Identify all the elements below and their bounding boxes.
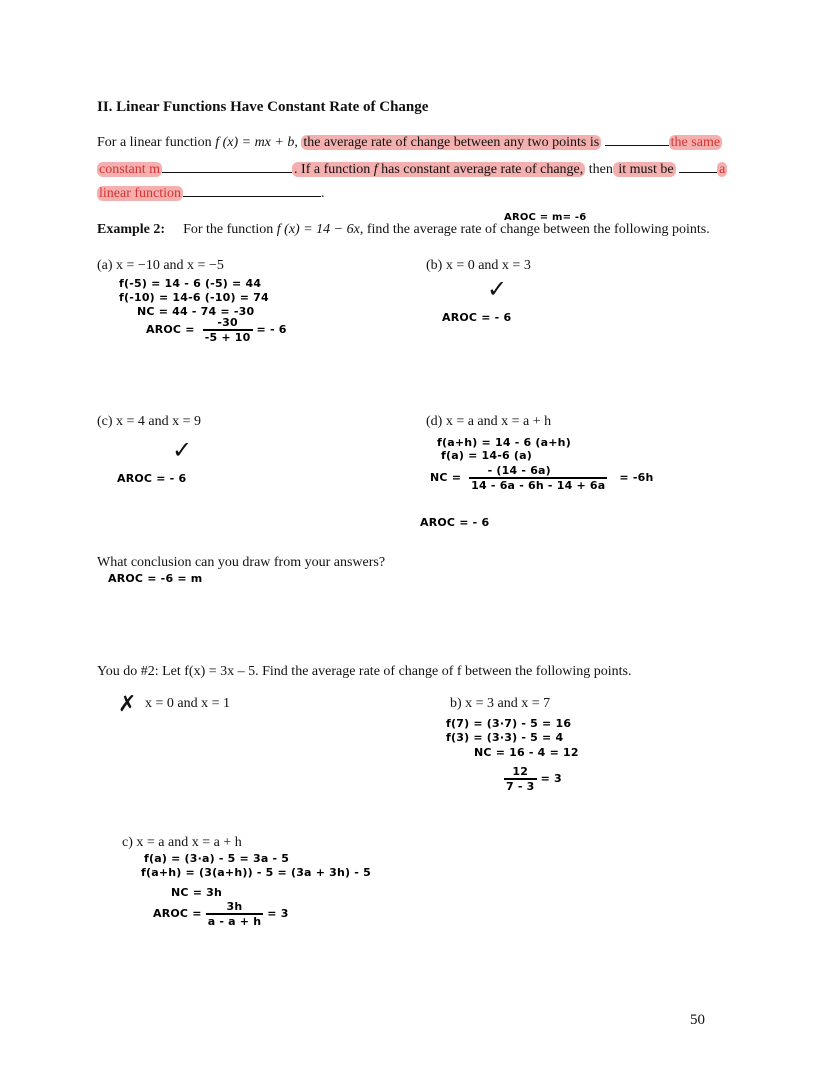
you-do-c-label: c) x = a and x = a + h bbox=[122, 835, 242, 850]
you-do-b-work-1: f(7) = (3·7) - 5 = 16 bbox=[446, 717, 572, 730]
you-do-c-fraction bbox=[206, 900, 264, 928]
you-do-c-nc: NC = 3h bbox=[171, 886, 223, 899]
part-c-checkmark: ✓ bbox=[172, 438, 193, 464]
part-d-numerator: - (14 - 6a) bbox=[469, 464, 607, 479]
part-c-aroc: AROC = - 6 bbox=[117, 472, 187, 485]
part-d-work-2: f(a) = 14-6 (a) bbox=[441, 449, 532, 462]
you-do-prompt: You do #2: Let f(x) = 3x – 5. Find the average rate of change of f between the following points. bbox=[97, 664, 632, 679]
part-b-aroc: AROC = - 6 bbox=[442, 311, 512, 324]
part-a-work-3: NC = 44 - 74 = -30 bbox=[137, 305, 255, 318]
you-do-c-numerator: 3h bbox=[206, 900, 264, 915]
you-do-c-work-2: f(a+h) = (3(a+h)) - 5 = (3a + 3h) - 5 bbox=[141, 866, 371, 879]
definition-period: . bbox=[321, 186, 325, 201]
condition-text-a: . If a function bbox=[294, 162, 374, 177]
you-do-a-cross-mark: ✗ bbox=[118, 691, 137, 716]
you-do-b-label: b) x = 3 and x = 7 bbox=[450, 696, 551, 711]
answer-constant-m: constant m bbox=[99, 162, 161, 177]
part-b-checkmark: ✓ bbox=[487, 277, 508, 303]
part-d-aroc: AROC = - 6 bbox=[420, 516, 490, 529]
part-d-result: = -6h bbox=[619, 471, 654, 484]
part-a-work-1: f(-5) = 14 - 6 (-5) = 44 bbox=[119, 277, 262, 290]
page-number: 50 bbox=[690, 1012, 705, 1028]
you-do-c-aroc-label: AROC = bbox=[153, 907, 202, 920]
answer-blank-3 bbox=[679, 159, 717, 173]
part-d-denominator: 14 - 6a - 6h - 14 + 6a bbox=[471, 479, 606, 492]
part-d-nc bbox=[430, 464, 654, 492]
you-do-b-work-2: f(3) = (3·3) - 5 = 4 bbox=[446, 731, 564, 744]
section-title: II. Linear Functions Have Constant Rate of Change bbox=[97, 99, 429, 115]
you-do-c-denominator: a - a + h bbox=[207, 915, 262, 928]
part-d-fraction bbox=[469, 464, 607, 492]
condition-function-f: f bbox=[373, 162, 378, 177]
part-a-numerator: -30 bbox=[203, 316, 253, 331]
answer-blank-4 bbox=[183, 183, 321, 197]
example-2-label: Example 2: bbox=[97, 222, 166, 237]
you-do-b-nc: NC = 16 - 4 = 12 bbox=[474, 746, 579, 759]
you-do-c-result: = 3 bbox=[267, 907, 289, 920]
you-do-b-aroc bbox=[504, 765, 562, 793]
conclusion-answer: AROC = -6 = m bbox=[108, 572, 203, 585]
part-a-aroc-label: AROC = bbox=[146, 323, 195, 336]
you-do-c-work-1: f(a) = (3·a) - 5 = 3a - 5 bbox=[144, 852, 290, 865]
conclusion-question: What conclusion can you draw from your answers? bbox=[97, 555, 386, 570]
highlighted-definition: the average rate of change between any two points is bbox=[303, 135, 600, 150]
definition-line-3 bbox=[97, 183, 325, 202]
part-c-label: (c) x = 4 and x = 9 bbox=[97, 414, 202, 429]
part-b-label: (b) x = 0 and x = 3 bbox=[426, 258, 531, 273]
answer-blank-2 bbox=[162, 159, 292, 173]
aroc-note: AROC = m= -6 bbox=[504, 212, 587, 223]
you-do-b-result: = 3 bbox=[540, 772, 562, 785]
definition-intro: For a linear function bbox=[97, 135, 216, 150]
example-2-prompt-a: For the function bbox=[183, 222, 277, 237]
part-a-work-2: f(-10) = 14-6 (-10) = 74 bbox=[119, 291, 269, 304]
part-d-nc-label: NC = bbox=[430, 471, 462, 484]
definition-line-2 bbox=[97, 159, 727, 178]
part-a-fraction bbox=[203, 316, 253, 344]
part-a-denominator: -5 + 10 bbox=[204, 331, 251, 344]
part-a-result: = - 6 bbox=[256, 323, 287, 336]
you-do-b-fraction bbox=[504, 765, 537, 793]
example-2-formula: f (x) = 14 − 6x bbox=[276, 222, 360, 237]
example-2-line bbox=[97, 222, 710, 238]
you-do-a-label: x = 0 and x = 1 bbox=[145, 696, 231, 711]
answer-linear-function: linear function bbox=[99, 186, 182, 201]
definition-line-1 bbox=[97, 132, 722, 151]
part-a-label: (a) x = −10 and x = −5 bbox=[97, 258, 224, 273]
condition-text-b: has constant average rate of change, bbox=[377, 162, 584, 177]
example-2-prompt-b: , find the average rate of change between the following points. bbox=[359, 222, 710, 237]
you-do-b-denominator: 7 - 3 bbox=[506, 780, 535, 793]
answer-blank-1 bbox=[605, 132, 669, 146]
part-d-label: (d) x = a and x = a + h bbox=[426, 414, 552, 429]
answer-the-same: the same bbox=[670, 135, 721, 150]
highlighted-must-be: it must be bbox=[614, 162, 674, 177]
you-do-b-numerator: 12 bbox=[504, 765, 537, 780]
definition-comma: , bbox=[294, 135, 302, 150]
you-do-c-aroc bbox=[153, 900, 289, 928]
part-d-work-1: f(a+h) = 14 - 6 (a+h) bbox=[437, 436, 571, 449]
linear-function-formula: f (x) = mx + b bbox=[215, 135, 295, 150]
condition-then: then bbox=[585, 162, 613, 177]
answer-a: a bbox=[719, 162, 726, 177]
highlighted-condition bbox=[292, 162, 585, 177]
part-a-aroc bbox=[146, 316, 287, 344]
